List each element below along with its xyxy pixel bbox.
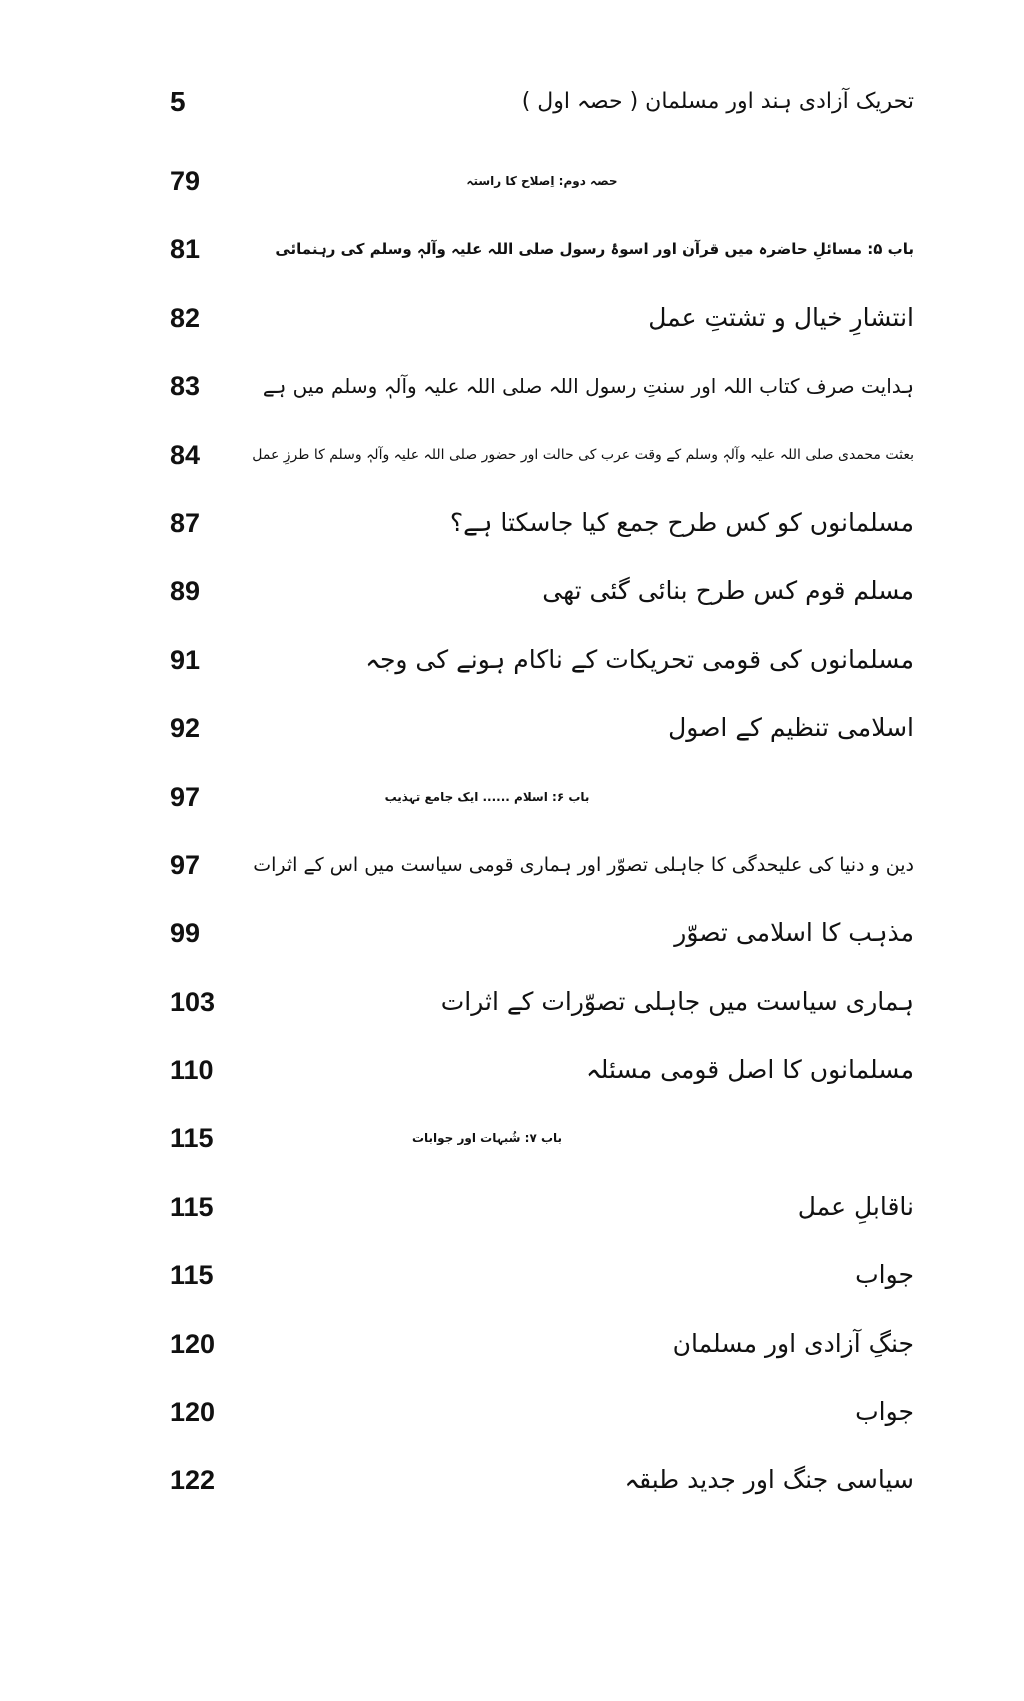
- toc-entry-title: جواب: [855, 1397, 914, 1427]
- toc-entry-title: مسلمانوں کو کس طرح جمع کیا جاسکتا ہے؟: [449, 507, 914, 537]
- toc-page-number: 97: [170, 781, 201, 812]
- toc-entry-title: ہدایت صرف کتاب اللہ اور سنتِ رسول اللہ صلی اللہ علیہ وآلہٖ وسلم میں ہے: [262, 374, 914, 399]
- toc-row: [170, 1044, 914, 1112]
- toc-entry-title: جنگِ آزادی اور مسلمان: [672, 1328, 914, 1358]
- toc-entry-title: بعثت محمدی صلی اللہ علیہ وآلہٖ وسلم کے وقت عرب کی حالت اور حضور صلی اللہ علیہ وآلہٖ وسلم کا طرزِ عمل: [252, 446, 914, 463]
- toc-row: [170, 1249, 914, 1317]
- toc-section-heading: حصہ دوم: اِصلاح کا راستہ: [466, 174, 618, 188]
- toc-entry-title: انتشارِ خیال و تشتتِ عمل: [648, 302, 914, 332]
- toc-row: [170, 429, 914, 497]
- toc-page-number: 89: [170, 576, 201, 607]
- toc-row: [170, 976, 914, 1044]
- toc-chapter-heading: باب ۷: شُبہات اور جوابات: [411, 1131, 563, 1146]
- toc-row: [170, 634, 914, 702]
- toc-page-number: 115: [170, 1123, 214, 1154]
- toc-page-number: 81: [170, 234, 201, 265]
- toc-entry-title: مذہب کا اسلامی تصوّر: [674, 918, 914, 948]
- toc-row: [170, 1181, 914, 1249]
- toc-entry-title: ہماری سیاست میں جاہلی تصوّرات کے اثرات: [440, 986, 914, 1016]
- table-of-contents: [170, 155, 914, 1523]
- toc-page-number: 120: [170, 1328, 216, 1359]
- toc-row: [170, 839, 914, 907]
- toc-row: [170, 565, 914, 633]
- toc-page-number: 115: [170, 1191, 214, 1222]
- toc-page-number: 87: [170, 507, 201, 538]
- toc-row: [170, 1386, 914, 1454]
- toc-page-number: 110: [170, 1055, 214, 1086]
- toc-entry-title: مسلمانوں کی قومی تحریکات کے ناکام ہونے کی وجہ: [365, 644, 914, 674]
- toc-entry-title: اسلامی تنظیم کے اصول: [668, 713, 914, 743]
- toc-entry-title: مسلمانوں کا اصل قومی مسئلہ: [586, 1055, 914, 1085]
- toc-page-number: 97: [170, 849, 201, 880]
- toc-row: [170, 360, 914, 428]
- toc-row: [170, 497, 914, 565]
- toc-page-number: 83: [170, 371, 201, 402]
- page-number: 5: [170, 86, 186, 117]
- toc-chapter-title: باب ۵: مسائلِ حاضرہ میں قرآن اور اسوۂ رسول صلی اللہ علیہ وآلہٖ وسلم کی رہنمائی: [275, 240, 914, 259]
- page-header: [170, 82, 914, 130]
- toc-entry-title: ناقابلِ عمل: [797, 1191, 914, 1221]
- toc-page-number: 91: [170, 644, 201, 675]
- toc-chapter-heading: باب ۶: اسلام ...... ایک جامع تہذیب: [384, 789, 590, 804]
- toc-row: [170, 907, 914, 975]
- running-title: تحریک آزادی ہند اور مسلمان ( حصہ اول ): [521, 89, 914, 114]
- toc-entry-title: مسلم قوم کس طرح بنائی گئی تھی: [542, 576, 914, 606]
- toc-entry-title: دین و دنیا کی علیحدگی کا جاہلی تصوّر اور ہماری قومی سیاست میں اس کے اثرات: [253, 853, 914, 876]
- toc-page-number: 84: [170, 439, 201, 470]
- toc-page-number: 120: [170, 1397, 216, 1428]
- toc-entry-title: جواب: [855, 1260, 914, 1290]
- toc-page-number: 99: [170, 918, 201, 949]
- toc-row: [170, 155, 914, 223]
- toc-row: [170, 1454, 914, 1522]
- toc-row: [170, 292, 914, 360]
- toc-page-number: 103: [170, 986, 216, 1017]
- toc-entry-title: سیاسی جنگ اور جدید طبقہ: [624, 1465, 914, 1495]
- toc-page-number: 122: [170, 1465, 216, 1496]
- toc-page-number: 115: [170, 1260, 214, 1291]
- toc-page-number: 92: [170, 713, 201, 744]
- toc-row: [170, 1112, 914, 1180]
- toc-row: [170, 702, 914, 770]
- toc-page-number: 79: [170, 166, 201, 196]
- toc-row: [170, 771, 914, 839]
- toc-page-number: 82: [170, 302, 201, 333]
- toc-row: [170, 223, 914, 291]
- toc-row: [170, 1318, 914, 1386]
